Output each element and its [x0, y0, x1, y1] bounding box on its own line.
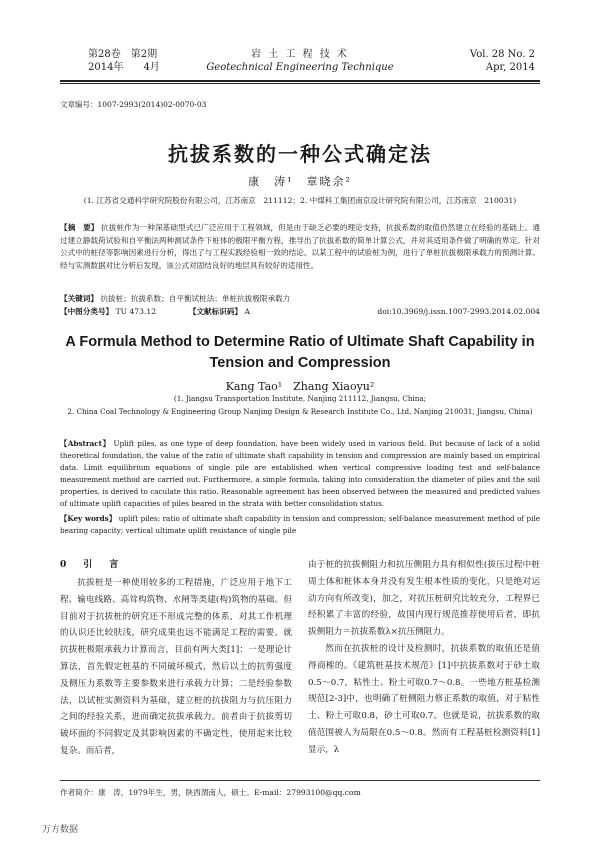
abstract-en-text: Uplift piles, as one type of deep foundation, have been widely used in various field. But because of lack of a solid theoretical foundation, the value of the ratio of ultimate shaft capability in tension and compression are mainly based on empirical data. Limit equilibrium equations of single pile are established when vertical compressive loading test and self-balance measurement method are carried out. Furthermore, a simple formula, taking into consideration the diameter of piles and the soil properties, is derived to caculate this ratio. Reasonable agreement has been observed between the measured and predicted values of ultimate uplift capacities of piles beared in the strata with better consolidation status.: [60, 439, 540, 508]
affiliations-en-line2: 2. China Coal Technology & Engineering Group Nanjing Design & Research Institute Co., Ltd, Nanjing 210031, Jiangsu, China): [67, 407, 533, 416]
keywords-en: [60, 513, 540, 537]
header-rule-thin: [60, 83, 540, 84]
header-rule: [60, 80, 540, 82]
classification: [60, 306, 540, 319]
abstract-en: [60, 438, 540, 510]
doi: doi:10.3969/j.issn.1007-2993.2014.02.004: [377, 307, 540, 316]
class-label: 【中图分类号】: [60, 307, 114, 316]
paragraph-intro: 抗拔桩是一种使用较多的工程措施，广泛应用于地下工程、输电线路、高耸构筑物、水闸等类建(构)筑物的基础。但目前对于抗拔桩的研究还不形成完整的体系，对其工作机理的认识还比较肤浅，研究成果也远不能满足工程的需要。就抗拔桩极限承载力计算而言，目前有两大类[1]：一是理论计算法，首先假定桩基的不同破坏模式，然后以土的抗剪强度及侧压力系数等主要参数来进行承载力计算；二是经验参数法，以试桩实测资料为基础，建立桩的抗拔阻力与抗压阻力之间的经验关系，进而确定抗拔承载力。前者由于抗拔剪切破坏面的不同假定及其影响因素的不确定性，使用起来比较复杂。而后者，: [60, 578, 292, 756]
body-left-column: [60, 575, 292, 760]
title-en: A Formula Method to Determine Ratio of Ultimate Shaft Capability in Tension and Compression: [65, 334, 535, 371]
keywords-en-label: 【Key words】: [60, 514, 117, 523]
header-journal: 岩 土 工 程 技 术 Geotechnical Engineering Technique: [206, 49, 394, 73]
abstract-cn-label: 【摘 要】: [60, 223, 99, 232]
body-right-column: [308, 557, 540, 759]
section-heading: 0 引 言: [60, 560, 123, 570]
keywords-cn-label: 【关键词】: [60, 294, 98, 303]
keywords-cn: [60, 293, 540, 306]
keywords-en-text: uplift piles; ratio of ultimate shaft capability in tension and compression; self-balance measurement method of pile bearing capacity; vertical ultimate uplift resistance of single pile: [60, 514, 540, 535]
doc-code-label: 【文献标识码】: [188, 307, 243, 316]
header-cn-issue: 第28卷 第2期 2014年 4月: [88, 49, 160, 73]
authors-en: Kang Tao¹ Zhang Xiaoyu²: [225, 380, 375, 393]
paragraph-coefficient: 然而在抗拔桩的设计及检测时，抗拔系数的取值还是值得商榷的。《建筑桩基技术规范》[1]中抗拔系数对于砂土取0.5～0.7，粘性土、粉土可取0.7～0.8。一些地方桩基检测规范[2-3]中，也明确了桩侧阻力修正系数的取值，对于粘性土、粉土可取0.8，砂土可取0.7。也就是说，抗拔系数的取值范围被人为局限在0.5～0.8。然而有工程基桩检测资料[1]显示，λ: [308, 643, 540, 755]
watermark: 万方数据: [42, 825, 79, 835]
footnote-rule: [60, 780, 540, 781]
abstract-cn: [60, 222, 540, 272]
title-cn: 抗拔系数的一种公式确定法: [168, 142, 432, 166]
doc-code-value: A: [244, 307, 250, 316]
abstract-cn-text: 抗拔桩作为一种深基础型式已广泛应用于工程领域，但是由于缺乏必要的理论支持，抗拔系数的取值仍然建立在经验的基础上。通过建立静载荷试验和自平衡法两种测试条件下桩体的极限平衡方程，推导出了抗拔系数的简单计算公式，并对其适用条件做了明确的界定。针对公式中的桩径等影响因素进行分析，得出了与工程实践经验相一致的结论。以某工程中的试验桩为例，进行了单桩抗拔极限承载力的预测计算。经与实测数据对比分析后发现，该公式对固结良好的地层具有较好的适用性。: [60, 223, 540, 270]
keywords-cn-text: 抗拔桩；抗拔系数；自平衡试桩法；单桩抗拔极限承载力: [100, 294, 291, 303]
author-footnote: 作者简介：康 涛，1979年生，男，陕西渭南人，硕士。E-mail：27993100@qq.com: [60, 788, 361, 797]
authors-cn: 康 涛¹ 章晓余²: [248, 175, 352, 188]
class-value: TU 473.12: [115, 307, 157, 316]
header-en-issue: Vol. 28 No. 2 Apr, 2014: [469, 49, 535, 73]
paragraph-continued: 由于桩的抗拔侧阻力和抗压侧阻力具有相似性(拔压过程中桩周土体和桩体本身并没有发生根本性质的变化，只是绝对运动方向有所改变)，加之，对抗压桩研究比较充分，工程界已经积累了丰富的经验，故国内现行规范推荐使用后者，即抗拔侧阻力＝抗拔系数λ×抗压侧阻力。: [308, 560, 540, 638]
affiliations-cn: (1. 江苏省交通科学研究院股份有限公司，江苏南京 211112；2. 中煤科工集团南京设计研究院有限公司，江苏南京 210031): [83, 196, 517, 205]
article-number: 文章编号：1007-2993(2014)02-0070-03: [60, 100, 207, 109]
abstract-en-label: 【Abstract】: [60, 439, 111, 448]
affiliations-en-line1: (1. Jiangsu Transportation Institute, Nanjing 211112, Jiangsu, China;: [173, 394, 427, 403]
